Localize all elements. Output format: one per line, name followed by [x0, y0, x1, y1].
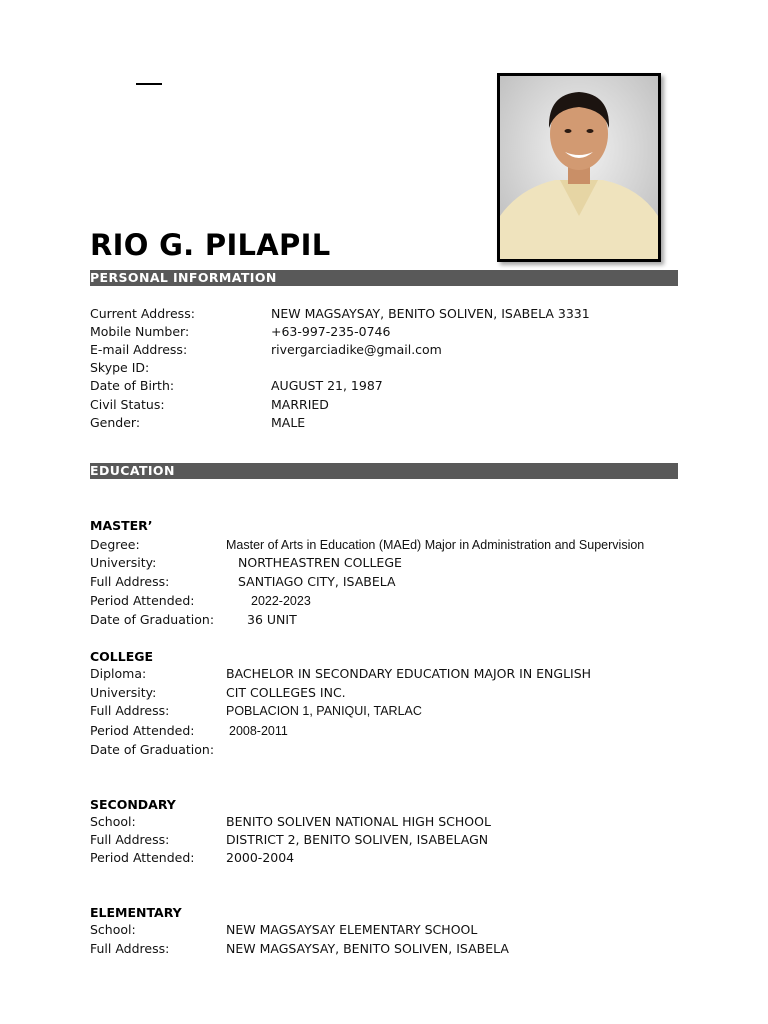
candidate-name: RIO G. PILAPIL — [90, 228, 331, 262]
degree-value: Master of Arts in Education (MAEd) Major in Administration and Supervision — [226, 538, 645, 552]
full-address-label: Full Address: — [90, 832, 170, 847]
dob-value: AUGUST 21, 1987 — [271, 378, 383, 393]
school-label: School: — [90, 922, 136, 937]
secondary-heading: SECONDARY — [90, 797, 176, 812]
full-address-value: DISTRICT 2, BENITO SOLIVEN, ISABELAGN — [226, 832, 489, 847]
graduation-label: Date of Graduation: — [90, 742, 215, 757]
full-address-label: Full Address: — [90, 703, 170, 718]
full-address-value: POBLACION 1, PANIQUI, TARLAC — [226, 704, 422, 718]
address-value: NEW MAGSAYSAY, BENITO SOLIVEN, ISABELA 3331 — [271, 306, 590, 321]
college-heading: COLLEGE — [90, 649, 154, 664]
mobile-label: Mobile Number: — [90, 324, 190, 339]
university-value: CIT COLLEGES INC. — [226, 685, 346, 700]
university-label: University: — [90, 555, 157, 570]
graduation-label: Date of Graduation: — [90, 612, 215, 627]
period-value: 2022-2023 — [251, 594, 311, 608]
full-address-value: SANTIAGO CITY, ISABELA — [238, 574, 396, 589]
university-value: NORTHEASTREN COLLEGE — [238, 555, 402, 570]
master-heading: MASTER’ — [90, 518, 153, 533]
diploma-value: BACHELOR IN SECONDARY EDUCATION MAJOR IN ENGLISH — [226, 666, 592, 681]
civil-status-value: MARRIED — [271, 397, 329, 412]
period-value: 2008-2011 — [229, 724, 288, 738]
school-value: BENITO SOLIVEN NATIONAL HIGH SCHOOL — [226, 814, 491, 829]
degree-label: Degree: — [90, 537, 140, 552]
skype-label: Skype ID: — [90, 360, 150, 375]
period-label: Period Attended: — [90, 850, 195, 865]
civil-status-label: Civil Status: — [90, 397, 165, 412]
gender-label: Gender: — [90, 415, 141, 430]
gender-value: MALE — [271, 415, 306, 430]
elementary-heading: ELEMENTARY — [90, 905, 182, 920]
period-label: Period Attended: — [90, 593, 195, 608]
profile-photo — [497, 73, 661, 262]
section-header-education: EDUCATION — [90, 463, 678, 479]
full-address-value: NEW MAGSAYSAY, BENITO SOLIVEN, ISABELA — [226, 941, 509, 956]
decorative-dash — [136, 83, 162, 85]
period-value: 2000-2004 — [226, 850, 295, 865]
diploma-label: Diploma: — [90, 666, 147, 681]
email-value: rivergarciadike@gmail.com — [271, 342, 442, 357]
address-label: Current Address: — [90, 306, 195, 321]
dob-label: Date of Birth: — [90, 378, 175, 393]
full-address-label: Full Address: — [90, 941, 170, 956]
period-label: Period Attended: — [90, 723, 195, 738]
graduation-value: 36 UNIT — [247, 612, 297, 627]
section-header-personal: PERSONAL INFORMATION — [90, 270, 678, 286]
school-label: School: — [90, 814, 136, 829]
email-label: E-mail Address: — [90, 342, 188, 357]
university-label: University: — [90, 685, 157, 700]
mobile-value: +63-997-235-0746 — [271, 324, 391, 339]
full-address-label: Full Address: — [90, 574, 170, 589]
school-value: NEW MAGSAYSAY ELEMENTARY SCHOOL — [226, 922, 478, 937]
